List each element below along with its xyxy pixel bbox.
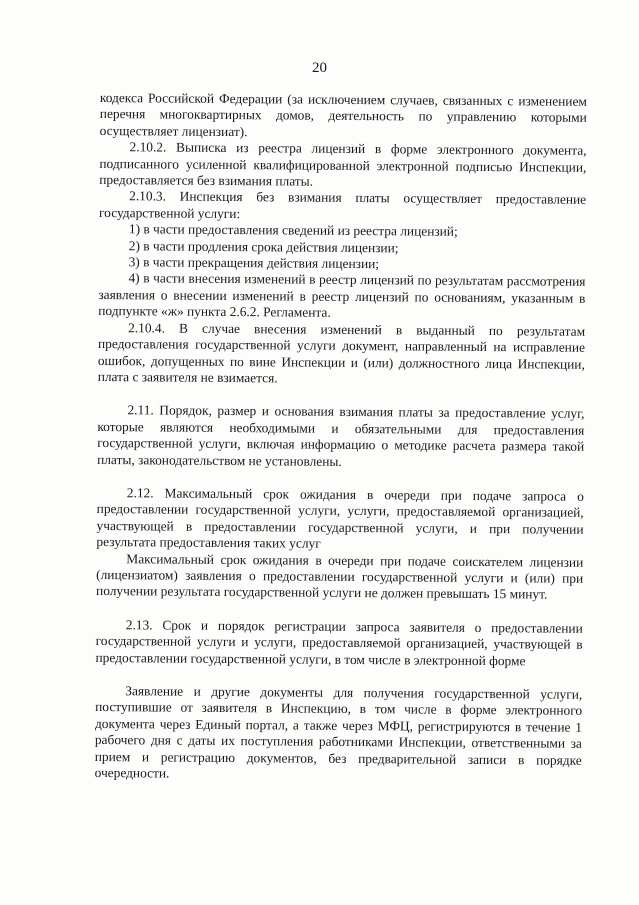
list-item-3: 3) в части прекращения действия лицензии; — [128, 254, 380, 272]
section-2-11: 2.11. Порядок, размер и основания взимания платы за предоставление услуг, которые являются необходимыми и обязательными для предоставления государственной услуги, включая информацию о методике расчета размера такой платы, законодательством не установлены. — [97, 402, 585, 469]
paragraph-2-10-2: 2.10.2. Выписка из реестра лицензий в форме электронного документа, подписанного усиленной квалифицированной электронной подписью Инспекции, предоставляется без взимания платы. — [99, 139, 587, 189]
list-item-2: 2) в части продления срока действия лицензии; — [128, 237, 399, 256]
paragraph-code-continuation: кодекса Российской Федерации (за исключением случаев, связанных с изменением перечня многоквартирных домов, деятельность по управлению которыми осуществляет лицензиат). — [99, 90, 587, 139]
list-item-1: 1) в части предоставления сведений из реестра лицензий; — [128, 221, 458, 240]
list-item-4: 4) в части внесения изменений в реестр лицензий по результатам рассмотрения заявления о внесении изменений в реестр лицензий по основаниям, указанным в подпункте «ж» пункта 2.6.2. Регламента. — [98, 270, 586, 321]
document-body — [95, 90, 587, 785]
paragraph-registration: Заявление и другие документы для получения государственной услуги, поступившие от заявителя в Инспекцию, в том числе в форме электронного документа через Единый портал, а также через МФЦ, регистрируются в течение 1 рабочего дня с даты их поступления работниками Инспекции, ответственными за прием и регистрацию документов, без предварительной записи в порядке очередности. — [94, 683, 583, 781]
paragraph-waiting-time: Максимальный срок ожидания в очереди при подаче соискателем лицензии (лицензиатом) заявления о предоставлении государственной услуги и (или) при получении результата государственной услуги не должен превышать 15 минут. — [96, 550, 584, 602]
paragraph-2-10-3: 2.10.3. Инспекция без взимания платы осуществляет предоставление государственной услуги: — [98, 188, 587, 221]
page-number: 20 — [312, 60, 327, 76]
section-2-13: 2.13. Срок и порядок регистрации запроса заявителя о предоставлении государственной услуги и услуги, предоставляемой организацией, участвующей в предоставлении государственной услуги, в том числе в электронной форме — [95, 617, 583, 668]
paragraph-2-10-4: 2.10.4. В случае внесения изменений в выданный по результатам предоставления государственной услуги документ, направленный на исправление ошибок, допущенных по вине Инспекции и (или) должностного лица Инспекции, плата с заявителя не взимается. — [97, 319, 586, 386]
section-2-12: 2.12. Максимальный срок ожидания в очереди при подаче запроса о предоставлении государственной услуги, услуги, предоставляемой организацией, участвующей в предоставлении государственной услуги, и при получении результата предоставления таких услуг — [96, 485, 584, 551]
